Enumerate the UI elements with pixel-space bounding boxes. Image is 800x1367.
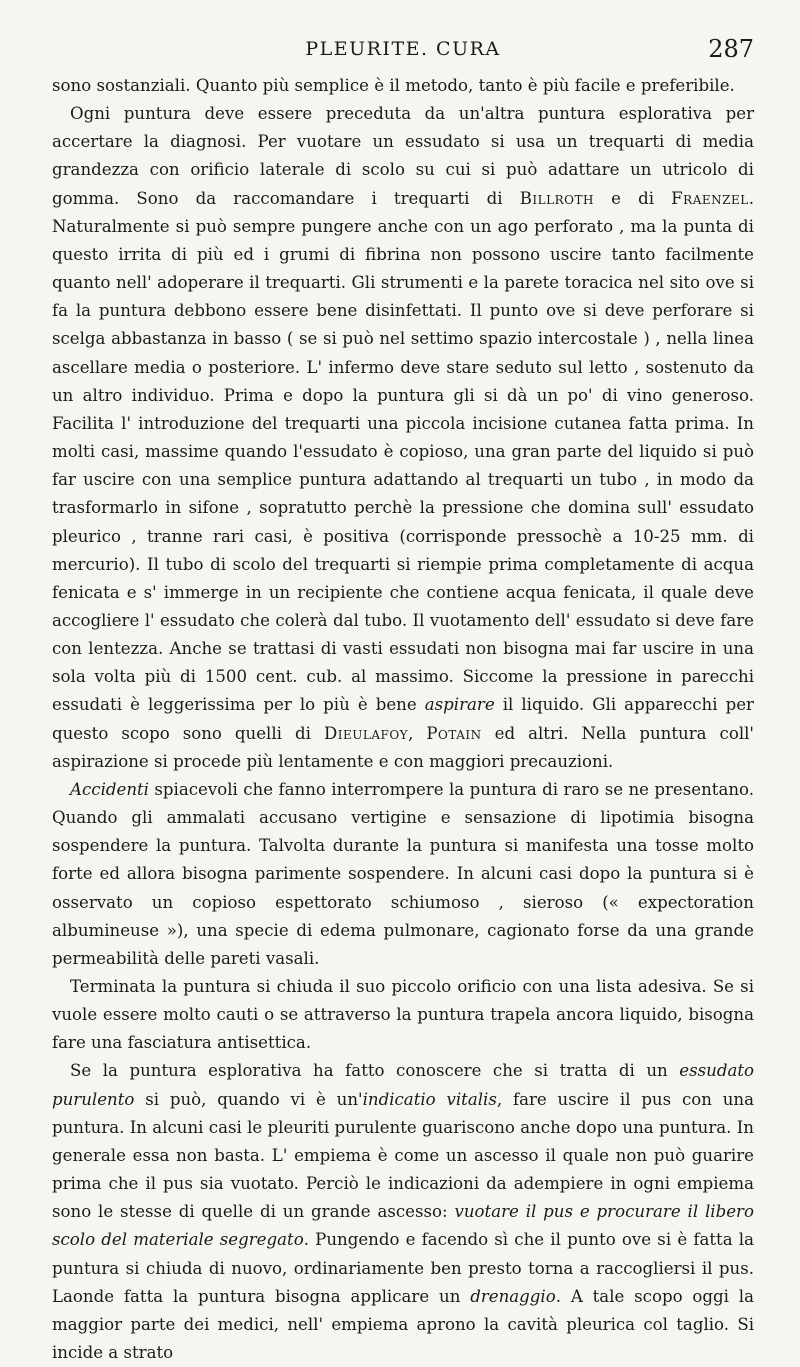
text-run: sono sostanziali. Quanto più semplice è il metodo, tanto è più facile e preferibile. bbox=[52, 76, 735, 95]
paragraph bbox=[52, 100, 754, 776]
text-run: , fare uscire il pus con una puntura. In alcuni casi le pleuriti purulente guariscono anche dopo una puntura. In generale essa non basta. L' empiema è come un ascesso il quale non può guarire prima che il pus sia vuotato. Perciò le indicazioni da adempiere in ogni empiema sono le stesse di quelle di un grande ascesso: bbox=[52, 1089, 754, 1222]
text-run: Terminata la puntura si chiuda il suo piccolo orificio con una lista adesiva. Se si vuole essere molto cauti o se attraverso la puntura trapela ancora liquido, bisogna fare una fasciatura antisettica. bbox=[52, 977, 754, 1053]
emphasis-text: vuotare il pus e procurare il libero scolo del materiale segregato bbox=[52, 1202, 754, 1250]
emphasis-text: drenaggio bbox=[470, 1286, 556, 1306]
text-run: spiacevoli che fanno interrompere la puntura di raro se ne presentano. Quando gli ammalati accusano vertigine e sensazione di lipotimia bisogna sospendere la puntura. Talvolta durante la puntura si manifesta una tosse molto forte ed allora bisogna parimente sospendere. In alcuni casi dopo la puntura si è osservato un copioso espettorato schiumoso , sieroso (« expectoration albumineuse »), una specie di edema pulmonare, cagionato forse da una grande permeabilità delle pareti vasali. bbox=[52, 779, 754, 968]
text-run: si può, quando vi è un' bbox=[134, 1089, 363, 1109]
text-run: Se la puntura esplorativa ha fatto conoscere che si tratta di un bbox=[70, 1061, 680, 1081]
body-text bbox=[52, 72, 754, 1367]
author-name: Potain bbox=[426, 723, 482, 743]
paragraph bbox=[52, 72, 754, 100]
paragraph bbox=[52, 1057, 754, 1367]
text-run: , bbox=[408, 723, 427, 743]
text-run: il liquido. Gli apparecchi per questo scopo sono quelli di bbox=[52, 695, 754, 743]
emphasis-text: aspirare bbox=[424, 695, 495, 715]
running-head bbox=[52, 35, 754, 68]
text-run: ed altri. Nella puntura coll' aspirazione si procede più lentamente e con maggiori precauzioni. bbox=[52, 723, 754, 771]
page-number: 287 bbox=[708, 35, 754, 63]
paragraph bbox=[52, 973, 754, 1057]
running-title: PLEURITE. CURA bbox=[305, 38, 501, 60]
text-run: . Pungendo e facendo sì che il punto ove si è fatta la puntura si chiuda di nuovo, ordinariamente ben presto torna a raccogliersi il pus. Laonde fatta la puntura bisogna applicare un bbox=[52, 1230, 754, 1306]
emphasis-text: essudato purulento bbox=[52, 1061, 754, 1109]
text-run: e di bbox=[593, 188, 672, 208]
emphasis-text: Accidenti bbox=[70, 779, 149, 799]
text-run: . Naturalmente si può sempre pungere anche con un ago perforato , ma la punta di questo irrita di più ed i grumi di fibrina non possono uscire tanto facilmente quanto nell' adoperare il trequarti. Gli strumenti e la parete toracica nel sito ove si fa la puntura debbono essere bene disinfettati. Il punto ove si deve perforare si scelga abbastanza in basso ( se si può nel settimo spazio intercostale ) , nella linea ascellare media o posteriore. L' infermo deve stare seduto sul letto , sostenuto da un altro individuo. Prima e dopo la puntura gli si dà un po' di vino generoso. Facilita l' introduzione del trequarti una piccola incisione cutanea fatta prima. In molti casi, massime quando l'essudato è copioso, una gran parte del liquido si può far uscire con una semplice puntura adattando al trequarti un tubo , in modo da trasformarlo in sifone , sopratutto perchè la pressione che domina sull' essudato pleurico , tranne rari casi, è positiva (corrisponde pressochè a 10-25 mm. di mercurio). Il tubo di scolo del trequarti si riempie prima completamente di acqua fenicata e s' immerge in un recipiente che contiene acqua fenicata, il quale deve accogliere l' essudato che colerà dal tubo. Il vuotamento dell' essudato si deve fare con lentezza. Anche se trattasi di vasti essudati non bisogna mai far uscire in una sola volta più di 1500 cent. cub. al massimo. Siccome la pressione in parecchi essudati è leggerissima per lo più è bene bbox=[52, 188, 754, 715]
author-name: Dieulafoy bbox=[323, 723, 409, 743]
author-name: Billroth bbox=[519, 188, 594, 208]
text-run: . A tale scopo oggi la maggior parte dei medici, nell' empiema aprono la cavità pleurica col taglio. Si incide a strato bbox=[52, 1286, 754, 1363]
author-name: Fraenzel bbox=[671, 188, 749, 208]
paragraph bbox=[52, 776, 754, 973]
text-run: Ogni puntura deve essere preceduta da un'altra puntura esplorativa per accertare la diagnosi. Per vuotare un essudato si usa un trequarti di media grandezza con orificio laterale di scolo su cui si può adattare un utricolo di gomma. Sono da raccomandare i trequarti di bbox=[52, 104, 754, 208]
emphasis-text: indicatio vitalis bbox=[362, 1089, 497, 1109]
